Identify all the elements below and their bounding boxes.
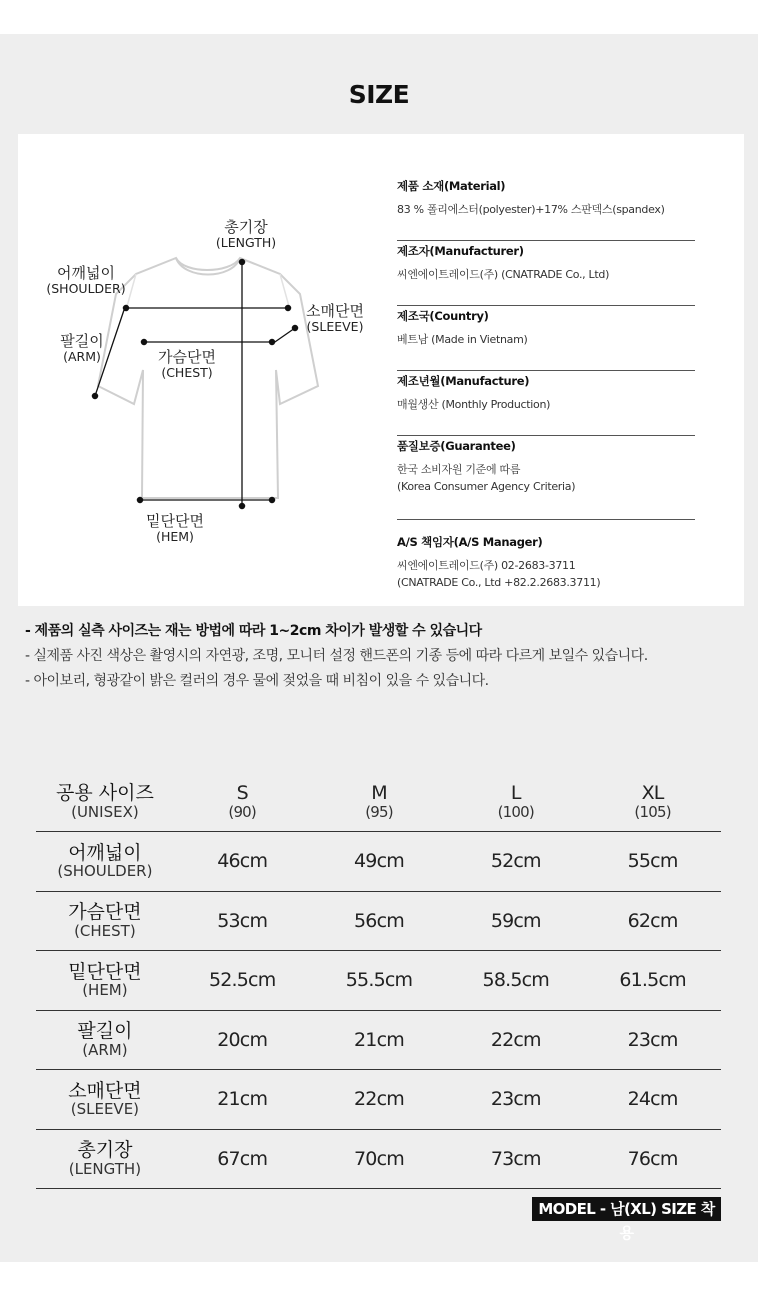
hem-dot-left xyxy=(137,497,142,502)
info-material: 제품 소재(Material) 83 % 폴리에스터(polyester)+17% 스판덱스(spandex) xyxy=(397,178,695,241)
product-info-list xyxy=(397,176,695,597)
row-label: 밑단단면 (HEM) xyxy=(68,960,142,1000)
info-manufacture-date: 제조년월(Manufacture) 매월생산 (Monthly Production) xyxy=(397,373,695,436)
note-3: - 아이보리, 형광같이 밝은 컬러의 경우 물에 젖었을 때 비침이 있을 수 있습니다. xyxy=(25,673,489,689)
hem-label: 밑단단면 (HEM) xyxy=(146,512,204,544)
table-cell: 22cm xyxy=(490,1028,541,1051)
table-cell: 46cm xyxy=(217,850,268,873)
table-cell: 62cm xyxy=(627,909,678,932)
table-cell: 58.5cm xyxy=(482,969,550,992)
length-label: 총기장 (LENGTH) xyxy=(215,218,277,250)
table-header-row xyxy=(36,772,721,832)
table-cell: 67cm xyxy=(217,1147,268,1170)
info-country: 제조국(Country) 베트남 (Made in Vietnam) xyxy=(397,308,695,371)
table-cell: 59cm xyxy=(490,909,541,932)
table-cell: 70cm xyxy=(354,1147,404,1170)
size-table xyxy=(36,772,721,1189)
note-1: - 제품의 실측 사이즈는 재는 방법에 따라 1~2cm 차이가 발생할 수 있습니다 xyxy=(25,623,482,639)
table-row xyxy=(36,951,721,1011)
table-cell: 23cm xyxy=(490,1088,541,1111)
row-label: 가슴단면 (CHEST) xyxy=(68,901,142,940)
table-cell: 61.5cm xyxy=(619,969,686,992)
table-row xyxy=(36,1011,721,1071)
size-l: L (100) xyxy=(497,781,534,821)
size-info-card xyxy=(18,134,744,606)
size-notes xyxy=(25,619,648,694)
info-manufacturer: 제조자(Manufacturer) 씨엔에이트레이드(주) (CNATRADE Co., Ltd) xyxy=(397,243,695,306)
row-label: 소매단면 (SLEEVE) xyxy=(68,1079,142,1119)
header-label: 공용 사이즈 (UNISEX) xyxy=(55,781,154,821)
table-cell: 21cm xyxy=(217,1088,268,1111)
table-cell: 53cm xyxy=(217,909,268,932)
length-dot-top xyxy=(239,259,244,264)
table-row xyxy=(36,1070,721,1130)
length-dot-bottom xyxy=(239,503,244,508)
table-cell: 24cm xyxy=(627,1088,678,1111)
size-s: S (90) xyxy=(228,781,256,821)
table-cell: 49cm xyxy=(354,850,404,873)
info-as-manager: A/S 책임자(A/S Manager) 씨엔에이트레이드(주) 02-2683-3711 (CNATRADE Co., Ltd +82.2.2683.3711) xyxy=(397,535,601,590)
table-cell: 55.5cm xyxy=(345,969,413,992)
table-cell: 76cm xyxy=(627,1147,678,1170)
hem-dot-right xyxy=(269,497,274,502)
table-cell: 20cm xyxy=(217,1028,268,1051)
row-label: 어깨넓이 (SHOULDER) xyxy=(57,841,153,881)
arm-label: 팔길이 (ARM) xyxy=(60,332,104,364)
size-m: M (95) xyxy=(365,781,393,821)
table-cell: 52cm xyxy=(490,850,541,873)
table-cell: 52.5cm xyxy=(208,969,276,992)
chest-dot-left xyxy=(141,339,146,344)
table-row xyxy=(36,1130,721,1190)
sleeve-dot-top xyxy=(292,325,297,330)
arm-dot-bottom xyxy=(92,393,97,398)
size-xl: XL (105) xyxy=(634,781,671,821)
table-row xyxy=(36,832,721,892)
shoulder-label: 어깨넓이 (SHOULDER) xyxy=(46,264,126,296)
table-cell: 21cm xyxy=(354,1028,404,1051)
chest-label: 가슴단면 (CHEST) xyxy=(158,348,216,380)
model-size-badge: MODEL - 남(XL) SIZE 착용 xyxy=(532,1197,721,1221)
table-cell: 22cm xyxy=(354,1088,404,1111)
sleeve-label: 소매단면 (SLEEVE) xyxy=(306,302,364,334)
table-row xyxy=(36,892,721,952)
table-cell: 23cm xyxy=(627,1028,678,1051)
table-cell: 56cm xyxy=(354,909,404,932)
note-2: - 실제품 사진 색상은 촬영시의 자연광, 조명, 모니터 설정 핸드폰의 기종 등에 따라 다르게 보일수 있습니다. xyxy=(25,648,648,664)
table-cell: 73cm xyxy=(490,1147,541,1170)
page-title: SIZE xyxy=(348,80,410,109)
sleeve-line xyxy=(272,328,295,344)
table-cell: 55cm xyxy=(627,850,678,873)
info-guarantee: 품질보증(Guarantee) 한국 소비자원 기준에 따름 (Korea Consumer Agency Criteria) xyxy=(397,438,695,520)
shoulder-dot-left xyxy=(123,305,128,310)
row-label: 팔길이 (ARM) xyxy=(77,1020,133,1059)
shoulder-dot-right xyxy=(285,305,290,310)
row-label: 총기장 (LENGTH) xyxy=(68,1139,142,1178)
